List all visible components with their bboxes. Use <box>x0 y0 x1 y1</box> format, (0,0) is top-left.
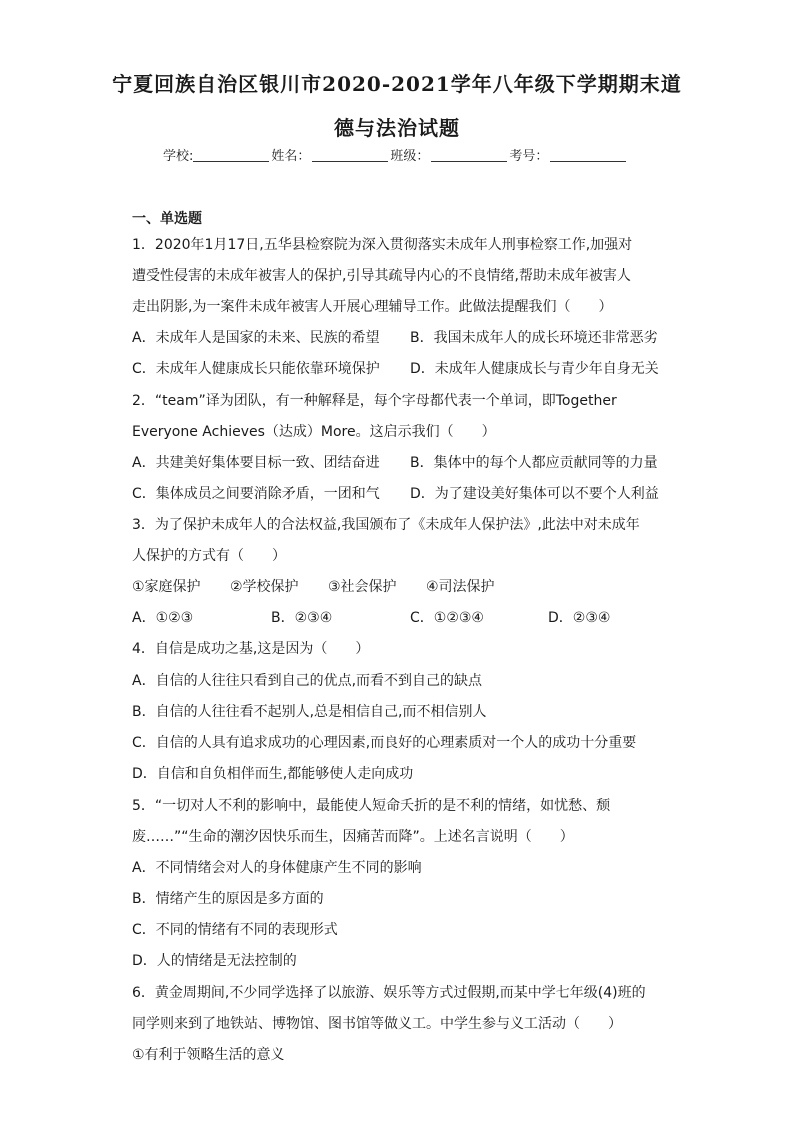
number-blank <box>550 147 626 162</box>
question-6-line-1: 6．黄金周期间,不少同学选择了以旅游、娱乐等方式过假期,而某中学七年级(4)班的 <box>132 985 646 1001</box>
school-label: 学校: <box>163 149 194 164</box>
question-1-line-1: 1．2020年1月17日,五华县检察院为深入贯彻落实未成年人刑事检察工作,加强对 <box>132 237 633 253</box>
exam-title-line-2: 德与法治试题 <box>334 116 460 140</box>
q4-option-c: C．自信的人具有追求成功的心理因素,而良好的心理素质对一个人的成功十分重要 <box>132 735 637 751</box>
question-1-line-3: 走出阴影,为一案件未成年被害人开展心理辅导工作。此做法提醒我们（ ） <box>132 299 613 315</box>
q4-option-a: A．自信的人往往只看到自己的优点,而看不到自己的缺点 <box>132 673 483 689</box>
q1-option-c: C．未成年人健康成长只能依靠环境保护 <box>132 361 380 377</box>
question-3-items <box>132 576 662 596</box>
question-1-line-2: 遭受性侵害的未成年被害人的保护,引导其疏导内心的不良情绪,帮助未成年被害人 <box>132 268 631 284</box>
q3-option-a: A．①②③ <box>132 610 194 626</box>
question-5-line-1: 5．“一切对人不利的影响中，最能使人短命夭折的是不利的情绪，如忧愁、颓 <box>132 798 611 814</box>
question-2-line-1: 2．“team”译为团队，有一种解释是，每个字母都代表一个单词，即Together <box>132 393 617 409</box>
question-2-options-cd <box>132 483 662 503</box>
name-label: 姓名： <box>271 149 311 164</box>
q2-option-d: D．为了建设美好集体可以不要个人利益 <box>410 486 659 502</box>
q3-item-4: ④司法保护 <box>426 579 495 595</box>
q1-option-a: A．未成年人是国家的未来、民族的希望 <box>132 330 380 346</box>
q5-option-d: D．人的情绪是无法控制的 <box>132 953 297 969</box>
section-heading: 一、单选题 <box>132 211 202 227</box>
q3-item-3: ③社会保护 <box>328 579 397 595</box>
q2-option-a: A．共建美好集体要目标一致、团结奋进 <box>132 455 380 471</box>
question-2-options-ab <box>132 452 662 472</box>
exam-title-line-1: 宁夏回族自治区银川市2020-2021学年八年级下学期期末道 <box>112 72 682 96</box>
q6-item-1: ①有利于领略生活的意义 <box>132 1047 285 1063</box>
question-2-line-2: Everyone Achieves（达成）More。这启示我们（ ） <box>132 424 496 440</box>
q3-option-b: B．②③④ <box>271 610 333 626</box>
q3-item-2: ②学校保护 <box>230 579 299 595</box>
question-3-line-1: 3．为了保护未成年人的合法权益,我国颁布了《未成年人保护法》,此法中对未成年 <box>132 517 640 533</box>
q4-option-d: D．自信和自负相伴而生,都能够使人走向成功 <box>132 766 414 782</box>
question-4-line-1: 4．自信是成功之基,这是因为（ ） <box>132 641 370 657</box>
student-info-row <box>163 145 628 164</box>
q3-item-1: ①家庭保护 <box>132 579 201 595</box>
question-5-line-2: 废……”“生命的潮汐因快乐而生，因痛苦而降”。上述名言说明（ ） <box>132 829 574 845</box>
question-1-options-cd <box>132 358 662 378</box>
class-blank <box>431 147 507 162</box>
question-3-options <box>132 607 662 627</box>
q4-option-b: B．自信的人往往看不起别人,总是相信自己,而不相信别人 <box>132 704 487 720</box>
q5-option-a: A．不同情绪会对人的身体健康产生不同的影响 <box>132 860 422 876</box>
q3-option-c: C．①②③④ <box>410 610 484 626</box>
question-6-line-2: 同学则来到了地铁站、博物馆、图书馆等做义工。中学生参与义工活动（ ） <box>132 1016 622 1032</box>
school-blank <box>193 147 269 162</box>
q2-option-c: C．集体成员之间要消除矛盾，一团和气 <box>132 486 380 502</box>
number-label: 考号： <box>509 149 549 164</box>
question-1-options-ab <box>132 327 662 347</box>
q2-option-b: B．集体中的每个人都应贡献同等的力量 <box>410 455 658 471</box>
q3-option-d: D．②③④ <box>548 610 611 626</box>
q1-option-d: D．未成年人健康成长与青少年自身无关 <box>410 361 659 377</box>
class-label: 班级： <box>390 149 430 164</box>
q1-option-b: B．我国未成年人的成长环境还非常恶劣 <box>410 330 658 346</box>
q5-option-b: B．情绪产生的原因是多方面的 <box>132 891 324 907</box>
q5-option-c: C．不同的情绪有不同的表现形式 <box>132 922 338 938</box>
question-3-line-2: 人保护的方式有（ ） <box>132 548 286 564</box>
name-blank <box>312 147 388 162</box>
